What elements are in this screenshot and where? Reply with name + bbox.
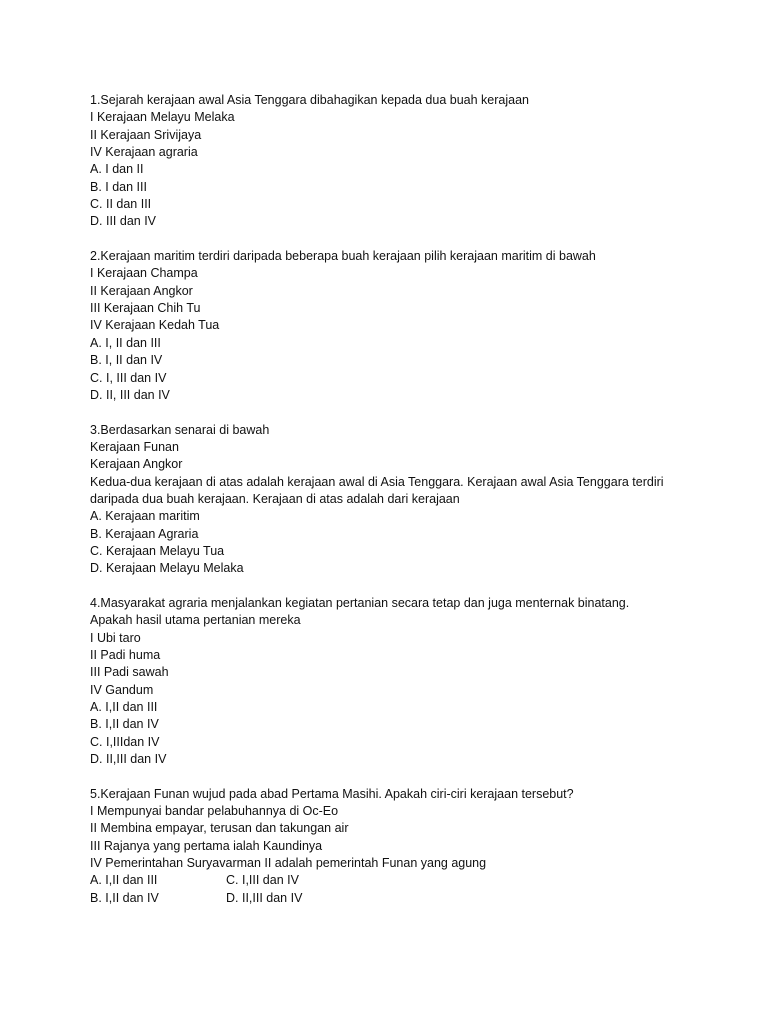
statement-item: Kerajaan Angkor xyxy=(90,457,183,472)
spacer xyxy=(90,768,710,785)
spacer xyxy=(90,578,710,595)
question-text: 2.Kerajaan maritim terdiri daripada beberapa buah kerajaan pilih kerajaan maritim di bawah xyxy=(90,249,596,264)
answer-option: D. III dan IV xyxy=(90,214,157,229)
question-text: 4.Masyarakat agraria menjalankan kegiatan pertanian secara tetap dan juga menternak binatang. xyxy=(90,595,630,610)
answer-option: D. Kerajaan Melayu Melaka xyxy=(90,561,244,576)
statement-item: I Kerajaan Melayu Melaka xyxy=(90,110,235,125)
answer-option: A. Kerajaan maritim xyxy=(90,509,200,524)
answer-option: A. I, II dan III xyxy=(90,335,161,350)
statement-item: I Ubi taro xyxy=(90,630,141,645)
statement-item: I Mempunyai bandar pelabuhannya di Oc-Eo xyxy=(90,804,339,819)
statement-item: II Padi huma xyxy=(90,648,161,662)
question-2 xyxy=(90,248,710,404)
answer-option: A. I,II dan III xyxy=(90,873,158,888)
statement-item: II Kerajaan Angkor xyxy=(90,283,193,298)
question-5 xyxy=(90,786,710,907)
statement-item: II Membina empayar, terusan dan takungan air xyxy=(90,821,349,836)
answer-option: D. II,III dan IV xyxy=(90,752,167,767)
spacer xyxy=(90,404,710,421)
answer-option: B. I,II dan IV xyxy=(90,717,159,732)
question-text: Apakah hasil utama pertanian mereka xyxy=(90,613,301,628)
answer-option: C. Kerajaan Melayu Tua xyxy=(90,543,225,558)
question-text: daripada dua buah kerajaan. Kerajaan di atas adalah dari kerajaan xyxy=(90,491,460,506)
answer-option: A. I,II dan III xyxy=(90,700,158,715)
answer-option: B. I, II dan IV xyxy=(90,353,163,368)
answer-option: B. Kerajaan Agraria xyxy=(90,526,199,541)
question-1 xyxy=(90,92,710,231)
question-text: 5.Kerajaan Funan wujud pada abad Pertama Masihi. Apakah ciri-ciri kerajaan tersebut? xyxy=(90,786,574,801)
statement-item: II Kerajaan Srivijaya xyxy=(90,127,202,142)
answer-option: D. II,III dan IV xyxy=(226,890,303,905)
answer-option: B. I,II dan IV xyxy=(90,890,159,905)
answer-option: C. I,III dan IV xyxy=(226,873,299,888)
answer-option: B. I dan III xyxy=(90,179,147,194)
answer-options-row xyxy=(90,890,710,907)
spacer xyxy=(90,231,710,248)
statement-item: III Padi sawah xyxy=(90,665,169,680)
statement-item: IV Pemerintahan Suryavarman II adalah pemerintah Funan yang agung xyxy=(90,856,487,871)
statement-item: Kerajaan Funan xyxy=(90,439,179,454)
statement-item: IV Gandum xyxy=(90,682,154,697)
statement-item: III Kerajaan Chih Tu xyxy=(90,301,201,316)
question-text: 1.Sejarah kerajaan awal Asia Tenggara dibahagikan kepada dua buah kerajaan xyxy=(90,93,529,107)
statement-item: III Rajanya yang pertama ialah Kaundinya xyxy=(90,838,323,853)
statement-item: I Kerajaan Champa xyxy=(90,266,198,281)
answer-option: C. I, III dan IV xyxy=(90,370,167,385)
document-page xyxy=(90,92,710,907)
answer-option: C. II dan III xyxy=(90,197,152,212)
question-text: Kedua-dua kerajaan di atas adalah kerajaan awal di Asia Tenggara. Kerajaan awal Asia Tenggara terdiri xyxy=(90,474,664,489)
answer-options-row xyxy=(90,872,710,889)
answer-option: C. I,IIIdan IV xyxy=(90,734,160,749)
statement-item: IV Kerajaan agraria xyxy=(90,145,198,160)
statement-item: IV Kerajaan Kedah Tua xyxy=(90,318,220,333)
question-text: 3.Berdasarkan senarai di bawah xyxy=(90,422,270,437)
answer-option: A. I dan II xyxy=(90,162,144,177)
question-4 xyxy=(90,595,710,768)
answer-option: D. II, III dan IV xyxy=(90,387,170,402)
question-3 xyxy=(90,422,710,578)
